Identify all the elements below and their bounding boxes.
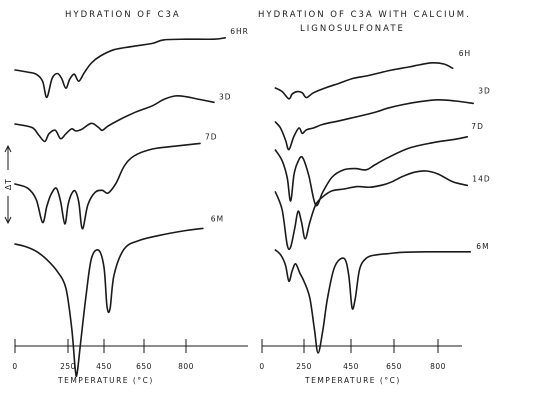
left-series-label-3d: 3D (219, 92, 232, 102)
right-curve-3d (275, 100, 473, 150)
right-x-ticks (259, 339, 446, 371)
right-curve-7d (275, 137, 467, 206)
left-curve-7d (15, 143, 200, 228)
left-curve-6hr (15, 38, 225, 98)
right-panel-subtitle: LIGNOSULFONATE (300, 24, 405, 34)
right-curves (275, 49, 490, 353)
left-panel-title: HYDRATION OF C3A (65, 10, 181, 20)
left-x-tick-label-0: 0 (12, 362, 18, 371)
right-x-tick-label-0: 0 (259, 362, 265, 371)
right-curve-6m (275, 250, 470, 353)
left-series-label-7d: 7D (205, 132, 218, 142)
left-x-tick-label-800: 800 (178, 362, 194, 371)
right-x-tick-label-800: 800 (430, 362, 446, 371)
right-x-tick-label-450: 450 (343, 362, 359, 371)
right-panel-title: HYDRATION OF C3A WITH CALCIUM. (258, 10, 471, 20)
right-series-label-6h: 6H (458, 49, 472, 59)
left-x-tick-label-450: 450 (96, 362, 112, 371)
right-x-axis-title: TEMPERATURE (°C) (305, 376, 401, 385)
left-curve-3d (15, 96, 214, 142)
right-curve-14d (275, 171, 467, 249)
left-series-label-6hr: 6HR (230, 26, 249, 36)
right-series-label-7d: 7D (471, 121, 484, 131)
left-x-axis-title: TEMPERATURE (°C) (58, 376, 154, 385)
right-x-tick-label-250: 250 (296, 362, 312, 371)
delta-t-indicator (4, 146, 13, 223)
right-curve-6h (275, 63, 452, 99)
right-series-label-6m: 6M (476, 241, 490, 251)
right-series-label-14d: 14D (472, 174, 491, 184)
left-x-tick-label-650: 650 (136, 362, 152, 371)
delta-t-label: ΔT (4, 178, 13, 190)
right-series-label-3d: 3D (478, 86, 491, 96)
right-x-tick-label-650: 650 (386, 362, 402, 371)
left-curves (15, 27, 249, 377)
left-series-label-6m: 6M (210, 214, 225, 224)
left-x-ticks (12, 339, 194, 371)
left-curve-6m (15, 228, 203, 376)
left-x-tick-label-250: 250 (60, 362, 76, 371)
